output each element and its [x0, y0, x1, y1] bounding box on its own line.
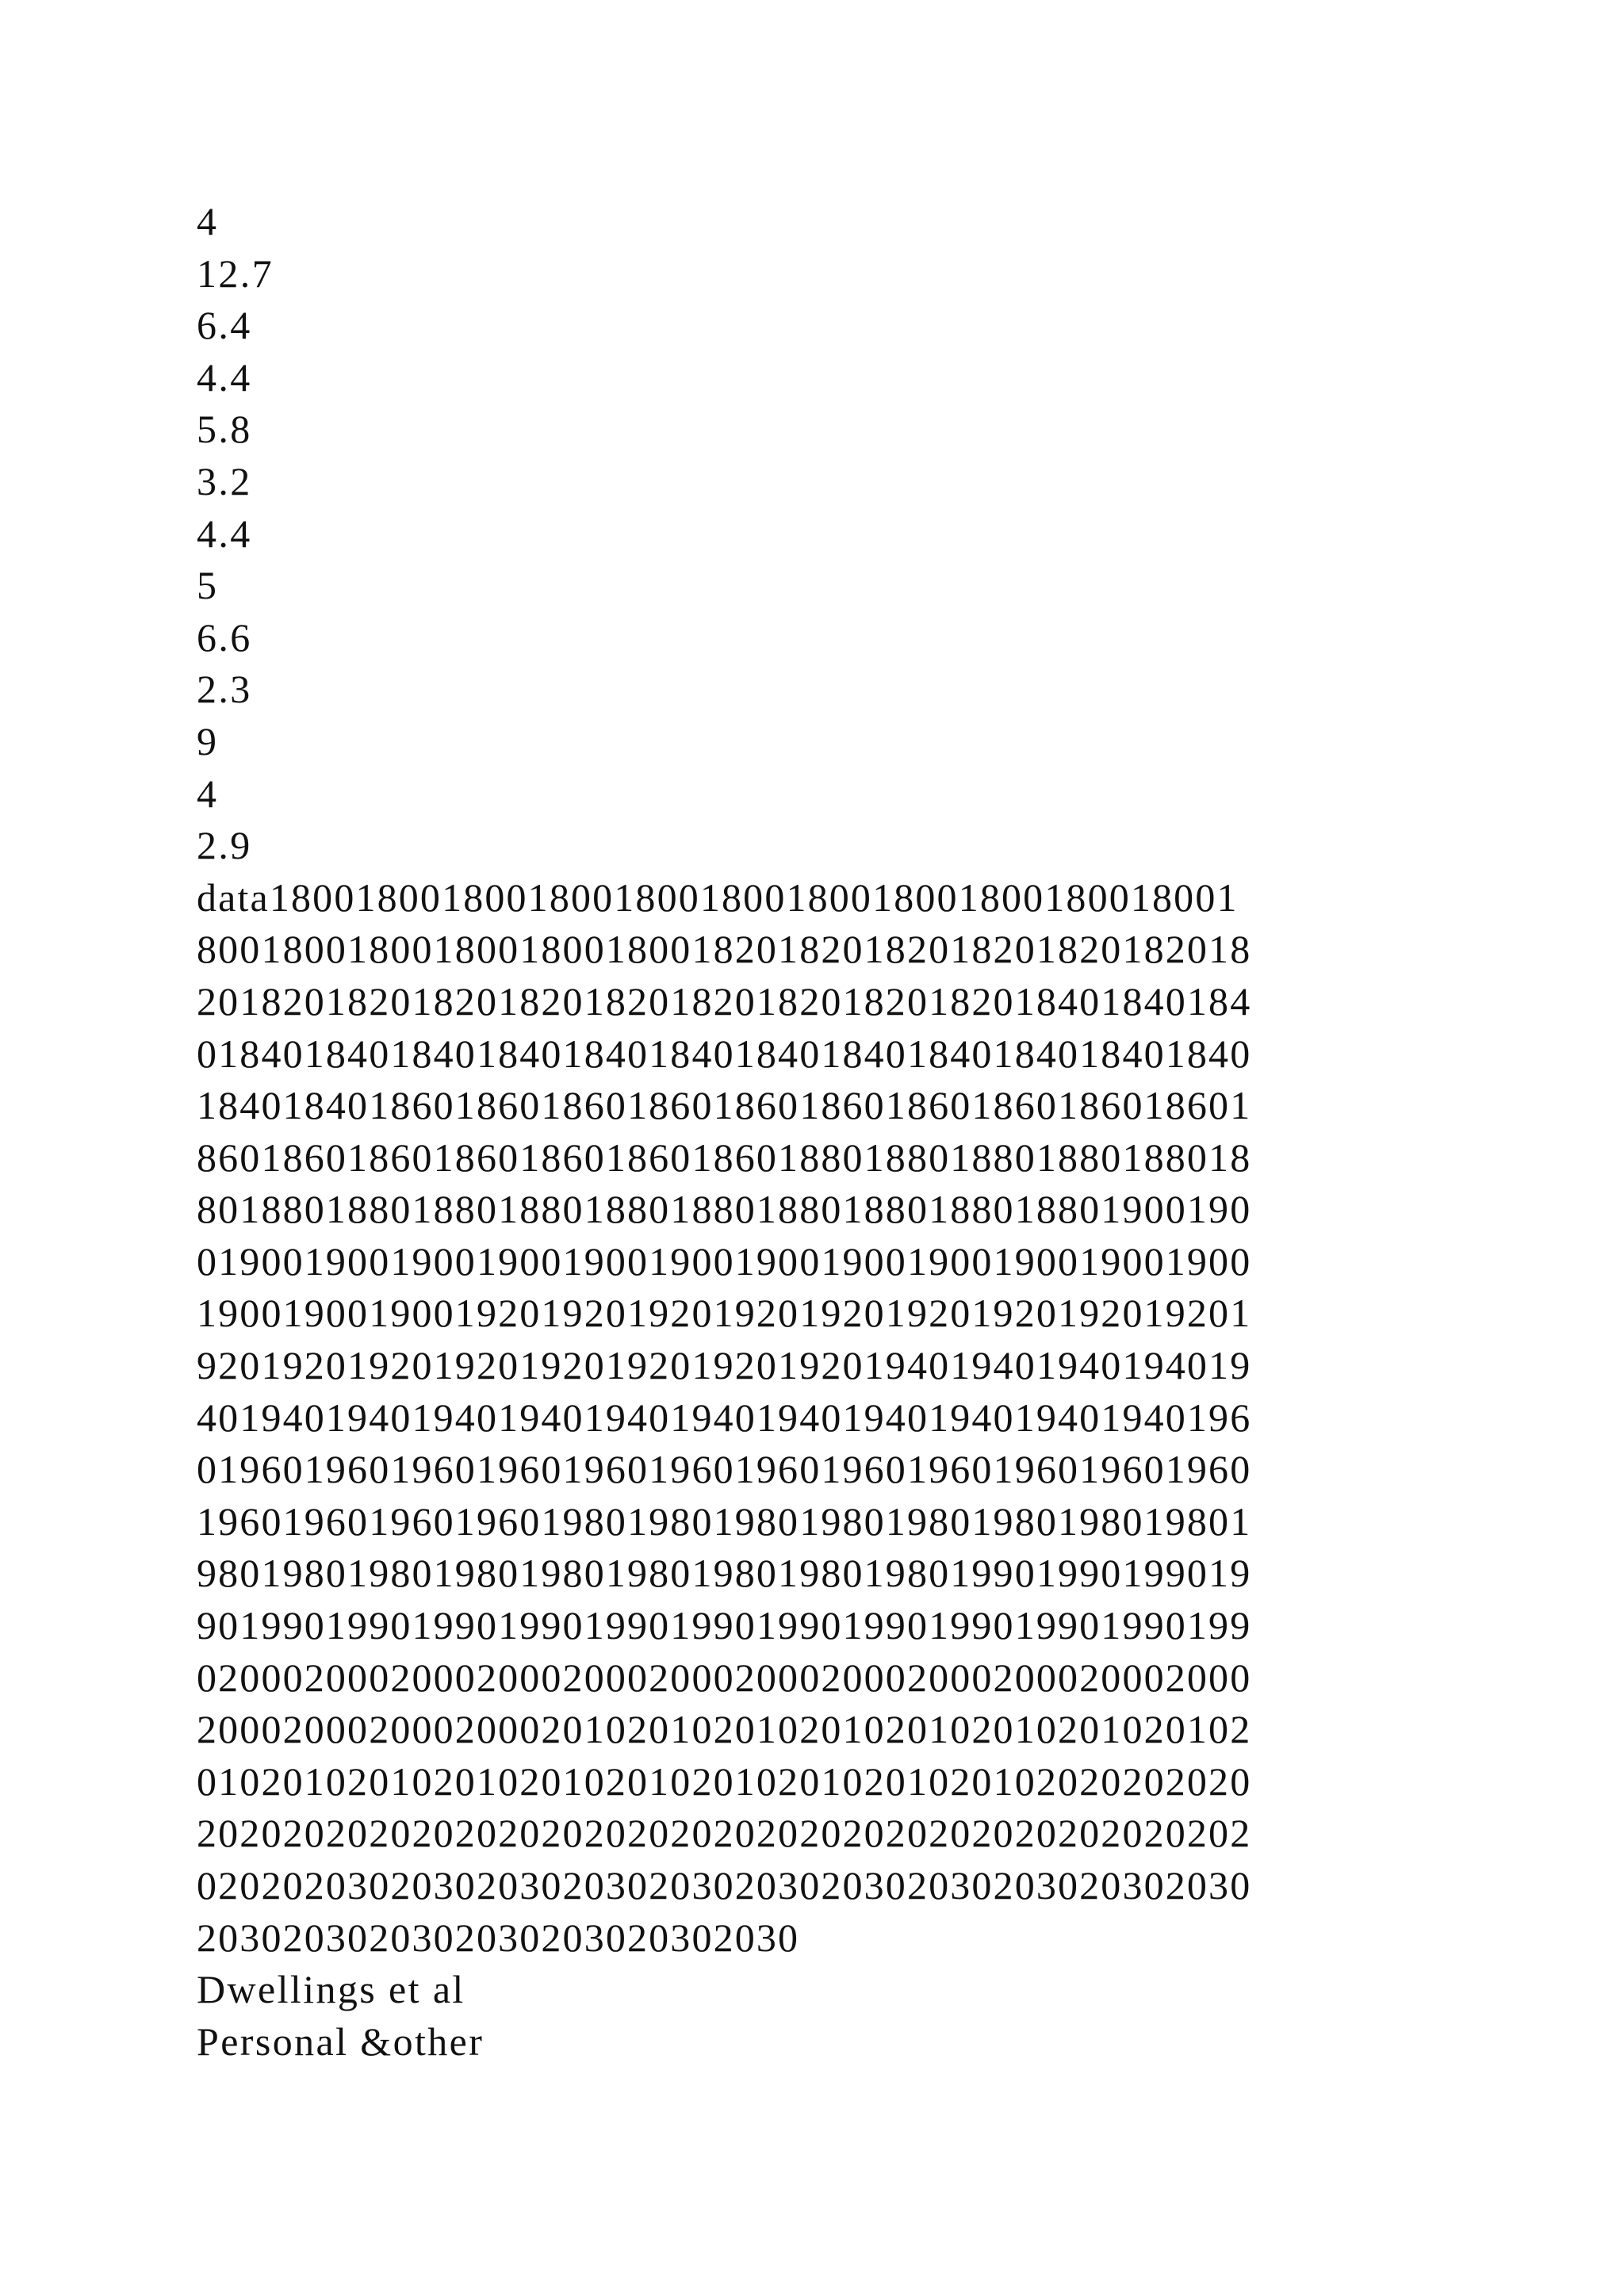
data-line: 4019401940194019401940194019401940194019401940196 [197, 1395, 1252, 1440]
data-line: 0184018401840184018401840184018401840184018401840 [197, 1031, 1252, 1076]
label-personal-other: Personal &other [197, 2019, 485, 2064]
value-line: 5 [197, 563, 219, 608]
values-list [197, 196, 1434, 872]
data-line: 1840184018601860186018601860186018601860186018601 [197, 1083, 1252, 1128]
data-line: 8601860186018601860186018601880188018801880188018 [197, 1135, 1252, 1180]
data-line: 0202020302030203020302030203020302030203020302030 [197, 1863, 1252, 1908]
value-line: 9 [197, 718, 219, 763]
data-line: 9201920192019201920192019201920194019401940194019 [197, 1343, 1252, 1388]
data-line: 1900190019001920192019201920192019201920192019201 [197, 1291, 1252, 1336]
data-line: 8001800180018001800180018201820182018201820182018 [197, 927, 1252, 972]
value-line: 5.8 [197, 407, 252, 452]
data-line: 2018201820182018201820182018201820182018401840184 [197, 978, 1252, 1024]
value-line: 2.9 [197, 823, 252, 868]
value-line: 12.7 [197, 251, 274, 296]
data-line: data180018001800180018001800180018001800180018001 [197, 874, 1239, 920]
value-line: 2.3 [197, 667, 252, 712]
data-line: 0190019001900190019001900190019001900190019001900 [197, 1238, 1252, 1284]
value-line: 6.4 [197, 303, 252, 348]
value-line: 4 [197, 771, 219, 816]
value-line: 4 [197, 199, 219, 243]
data-line: 2020202020202020202020202020202020202020202020202 [197, 1811, 1252, 1856]
data-line: 2000200020002000201020102010201020102010201020102 [197, 1707, 1252, 1752]
label-dwellings: Dwellings et al [197, 1967, 465, 2012]
data-text-block [197, 872, 1434, 1964]
data-line: 0102010201020102010201020102010201020102020202020 [197, 1758, 1252, 1804]
value-line: 4.4 [197, 511, 252, 556]
data-line: 0200020002000200020002000200020002000200020002000 [197, 1655, 1252, 1700]
data-line: 2030203020302030203020302030 [197, 1915, 800, 1960]
data-line: 9801980198019801980198019801980198019901990199019 [197, 1551, 1252, 1596]
data-line: 9019901990199019901990199019901990199019901990199 [197, 1603, 1252, 1648]
value-line: 4.4 [197, 354, 252, 400]
data-line: 8018801880188018801880188018801880188018801900190 [197, 1187, 1252, 1232]
value-line: 6.6 [197, 614, 252, 660]
data-line: 0196019601960196019601960196019601960196019601960 [197, 1447, 1252, 1492]
value-line: 3.2 [197, 458, 252, 503]
data-line: 1960196019601960198019801980198019801980198019801 [197, 1498, 1252, 1544]
document-body [197, 196, 1434, 2068]
